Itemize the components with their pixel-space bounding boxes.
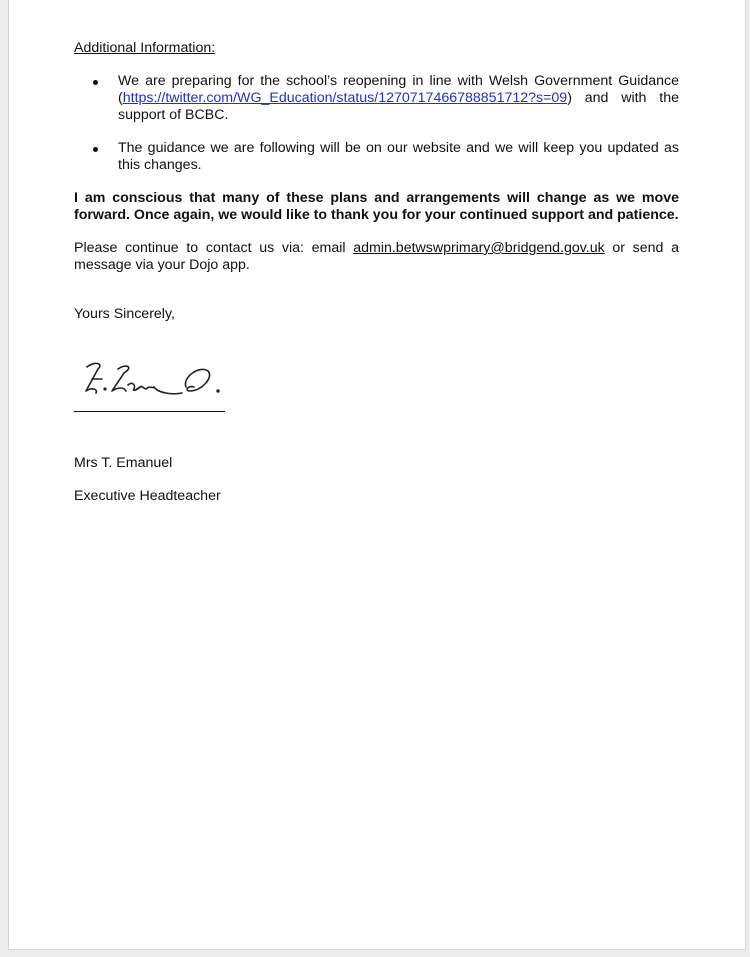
section-heading: Additional Information:: [74, 40, 216, 56]
email-link[interactable]: admin.betwswprimary@bridgend.gov.uk: [353, 240, 605, 256]
list-item: [74, 140, 679, 174]
contact-text-end: or send a message via your Dojo app.: [74, 240, 679, 273]
contact-text-start: Please continue to contact us via: email: [74, 240, 354, 256]
bold-notice-paragraph: I am conscious that many of these plans and arrangements will change as we move forward. Once again, we would like to thank you for your continued support and patience.: [74, 190, 679, 223]
bullet-list: [74, 73, 679, 174]
bullet-text-end: ) and with the support of BCBC.: [118, 90, 679, 123]
contact-paragraph: [74, 240, 679, 274]
signature-line: [74, 411, 225, 412]
document-page: [8, 0, 746, 950]
signatory-name: Mrs T. Emanuel: [74, 455, 173, 471]
list-item: [74, 73, 679, 124]
signature-block: [74, 357, 679, 417]
signature-icon: [78, 357, 228, 409]
guidance-link[interactable]: https://twitter.com/WG_Education/status/1270717466788851712?s=09: [122, 90, 568, 106]
letter-body: [74, 40, 679, 505]
bullet-dot-icon: [93, 80, 98, 85]
signatory-title: Executive Headteacher: [74, 488, 221, 504]
closing-salutation: Yours Sincerely,: [74, 306, 175, 322]
bullet-text: The guidance we are following will be on our website and we will keep you updated as this changes.: [118, 140, 679, 173]
bullet-text-start: We are preparing for the school’s reopening in line with Welsh Government Guidance (: [118, 73, 679, 106]
bullet-dot-icon: [93, 147, 98, 152]
